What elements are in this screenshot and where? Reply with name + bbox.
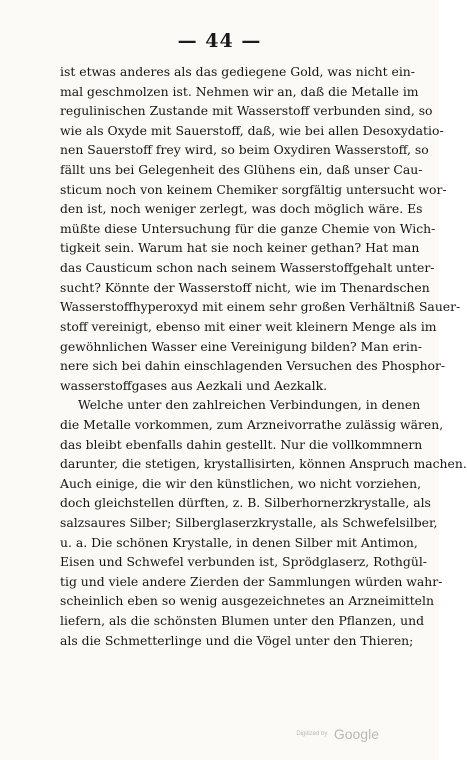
text-line: u. a. Die schönen Krystalle, in denen Silber mit Antimon, bbox=[60, 534, 418, 550]
text-line: Auch einige, die wir den künstlichen, wo nicht vorziehen, bbox=[60, 475, 422, 491]
text-line: Welche unter den zahlreichen Verbindungen, in denen bbox=[78, 397, 421, 413]
text-line: tigkeit sein. Warum hat sie noch keiner gethan? Hat man bbox=[60, 240, 420, 256]
text-line: salzsaures Silber; Silberglaserzkrystalle, als Schwefelsilber, bbox=[60, 515, 438, 531]
body-text bbox=[60, 62, 467, 650]
text-line: das bleibt ebenfalls dahin gestellt. Nur die vollkommnern bbox=[60, 436, 423, 452]
text-line: ist etwas anderes als das gediegene Gold, was nicht ein- bbox=[60, 64, 415, 79]
text-line: nere sich bei dahin einschlagenden Versuchen des Phosphor- bbox=[60, 358, 446, 374]
digitization-watermark bbox=[296, 725, 379, 743]
page-number: — 44 — bbox=[177, 30, 262, 52]
text-line: mal geschmolzen ist. Nehmen wir an, daß die Metalle im bbox=[60, 83, 419, 99]
text-line: sticum noch von keinem Chemiker sorgfältig untersucht wor- bbox=[60, 181, 447, 197]
text-line: stoff vereinigt, ebenso mit einer weit kleinern Menge als im bbox=[60, 318, 437, 334]
text-line: den ist, noch weniger zerlegt, was doch möglich wäre. Es bbox=[60, 201, 423, 217]
text-line: darunter, die stetigen, krystallisirten, können Anspruch machen. bbox=[60, 456, 467, 472]
text-line: wie als Oxyde mit Sauerstoff, daß, wie bei allen Desoxydatio- bbox=[60, 122, 444, 138]
text-line: als die Schmetterlinge und die Vögel unter den Thieren; bbox=[60, 632, 414, 648]
google-logo: Google bbox=[333, 725, 379, 742]
text-line: wasserstoffgases aus Aezkali und Aezkalk. bbox=[60, 377, 328, 393]
text-line: regulinischen Zustande mit Wasserstoff verbunden sind, so bbox=[60, 103, 433, 119]
text-line: das Causticum schon nach seinem Wasserstoffgehalt unter- bbox=[60, 260, 435, 276]
text-line: müßte diese Untersuchung für die ganze Chemie von Wich- bbox=[60, 220, 436, 236]
text-line: fällt uns bei Gelegenheit des Glühens ein, daß unser Cau- bbox=[60, 162, 423, 178]
text-line: sucht? Könnte der Wasserstoff nicht, wie im Thenardschen bbox=[60, 279, 430, 295]
text-line: Wasserstoffhyperoxyd mit einem sehr großen Verhältniß Sauer- bbox=[60, 299, 461, 315]
text-line: gewöhnlichen Wasser eine Vereinigung bilden? Man erin- bbox=[60, 338, 423, 354]
text-line: liefern, als die schönsten Blumen unter den Pflanzen, und bbox=[60, 613, 425, 629]
digitized-by-label: Digitized by bbox=[296, 730, 328, 737]
text-line: Eisen und Schwefel verbunden ist, Sprödglaserz, Rothgül- bbox=[60, 554, 427, 570]
text-line: die Metalle vorkommen, zum Arzneivorrathe zulässig wären, bbox=[60, 416, 444, 432]
text-line: scheinlich eben so wenig ausgezeichnetes an Arzneimitteln bbox=[60, 593, 434, 609]
text-line: tig und viele andere Zierden der Sammlungen würden wahr- bbox=[60, 573, 443, 589]
text-line: nen Sauerstoff frey wird, so beim Oxydiren Wasserstoff, so bbox=[60, 142, 429, 158]
text-line: doch gleichstellen dürften, z. B. Silberhornerzkrystalle, als bbox=[60, 495, 431, 511]
